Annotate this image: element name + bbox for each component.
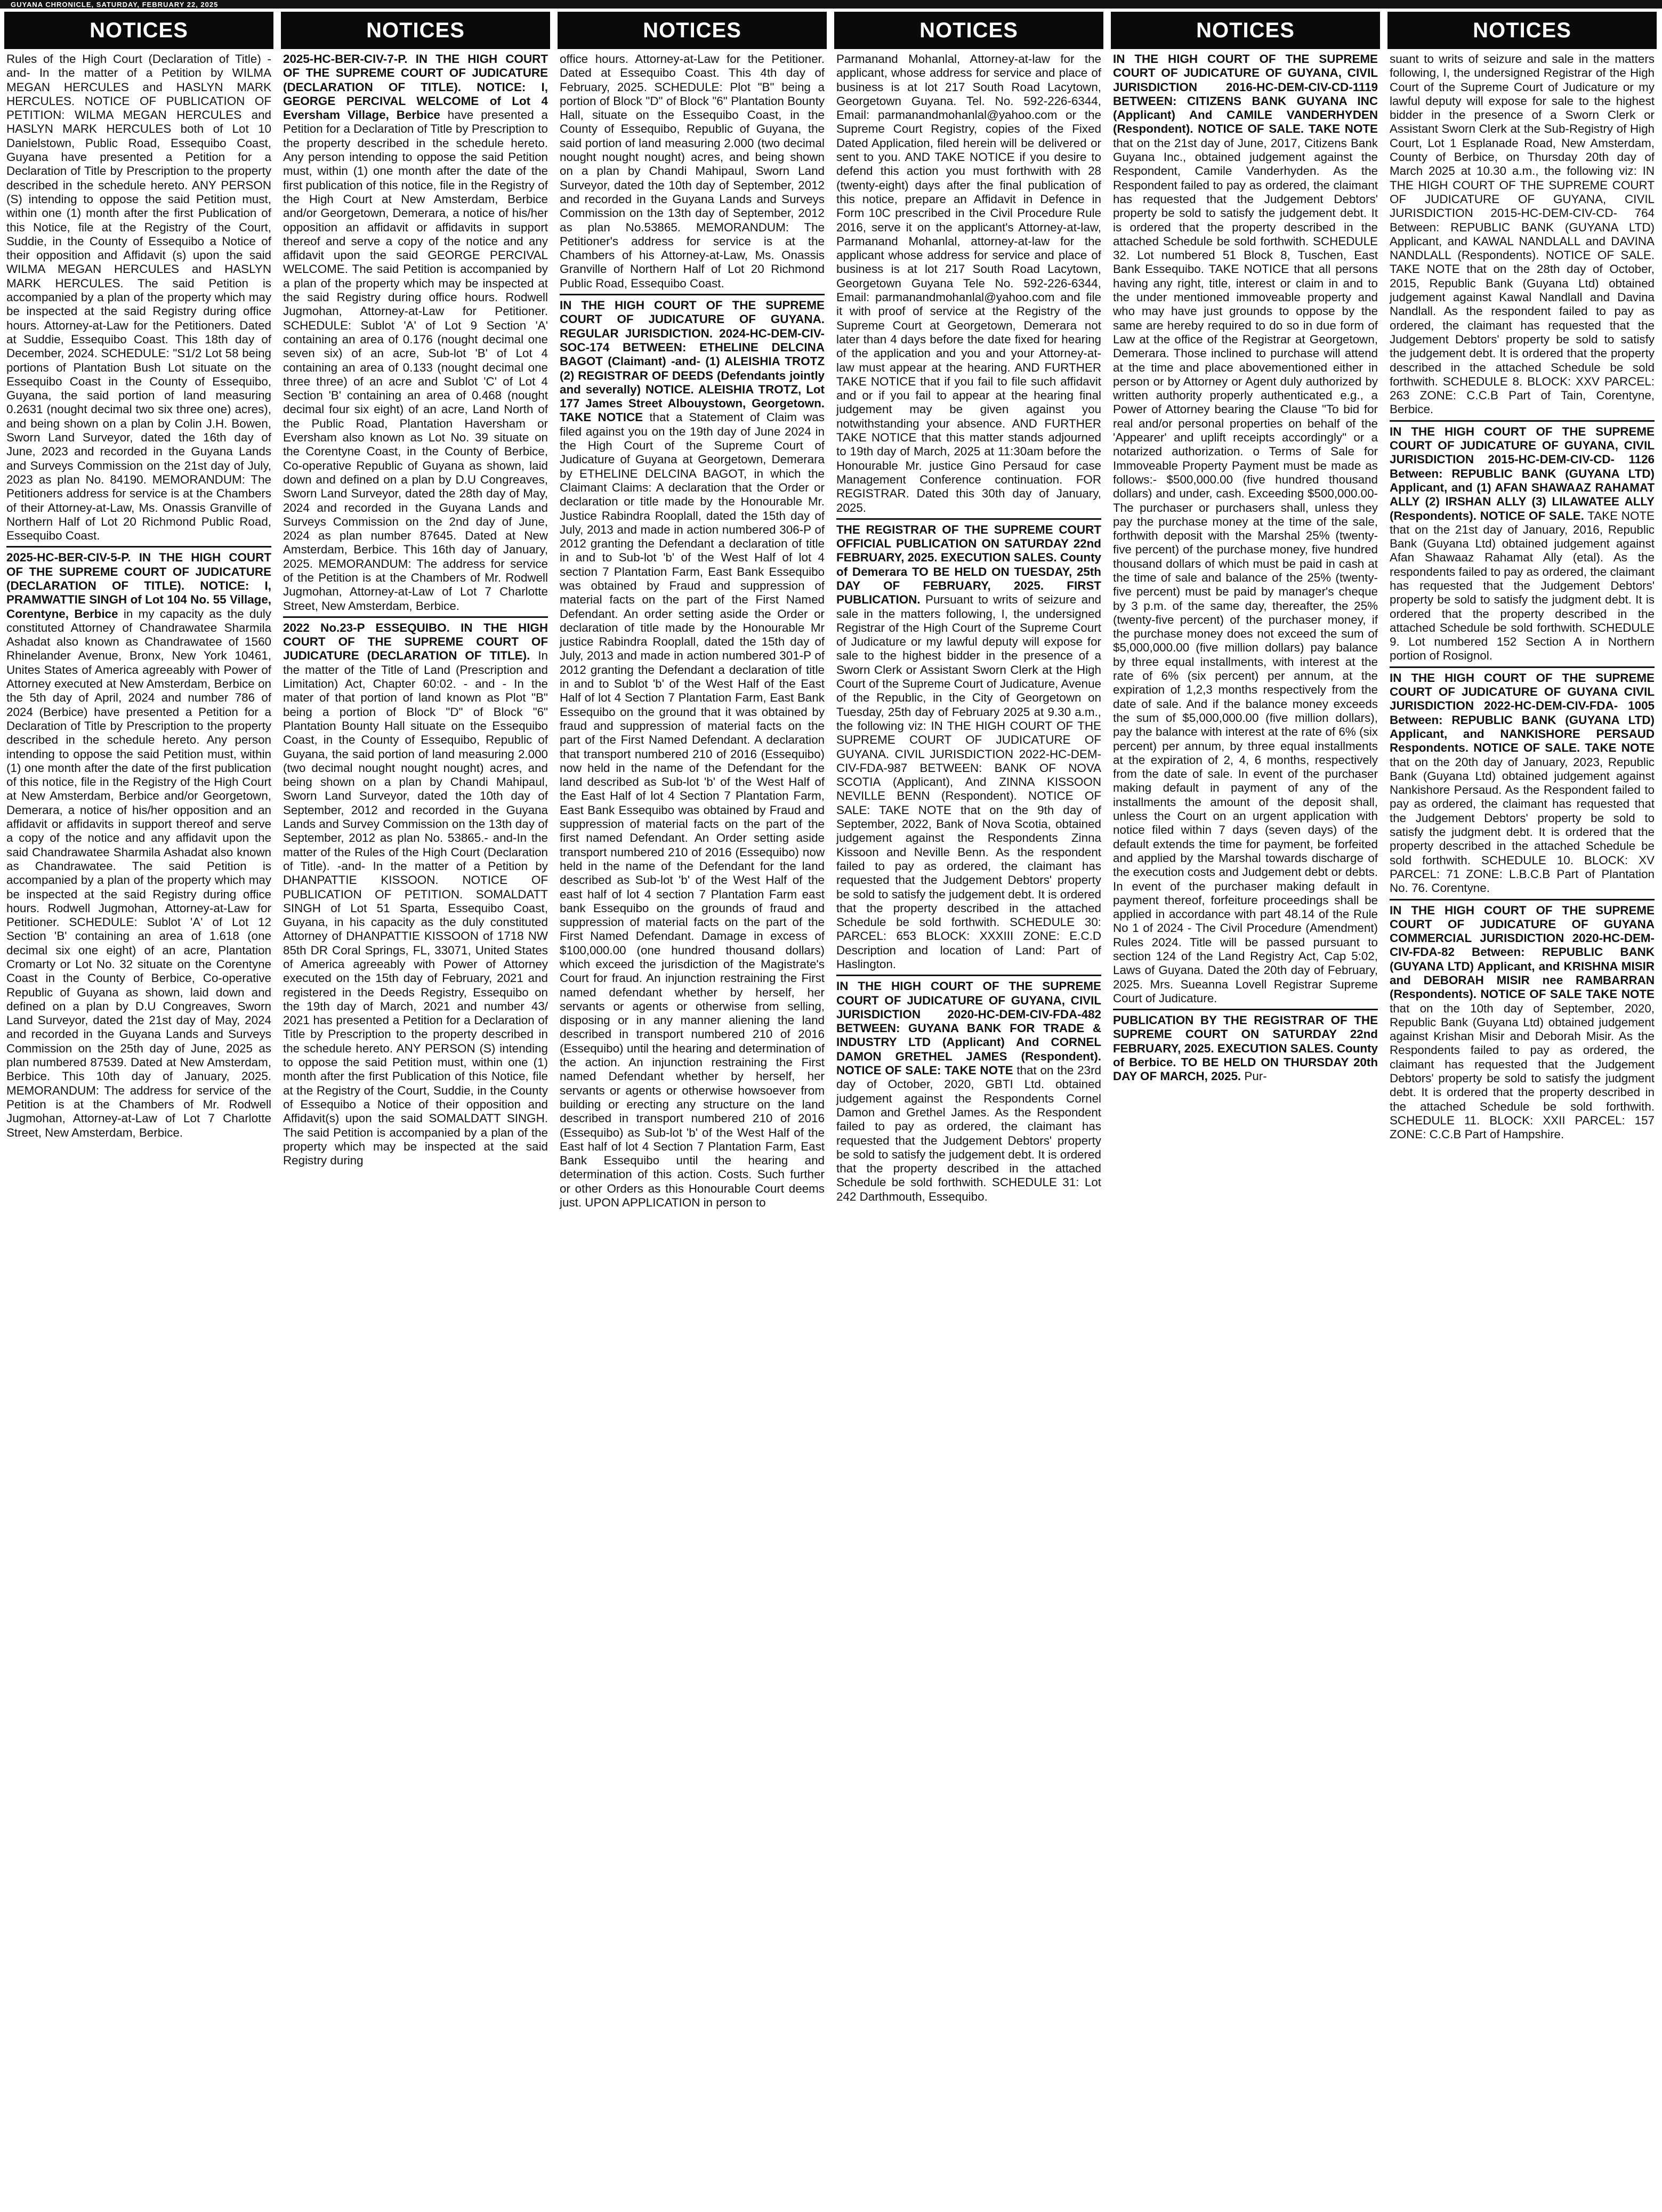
notice — [1390, 899, 1655, 1142]
notice-text: suant to writs of seizure and sale in the matters following, I, the undersigned Registrar of the High Court of the Supreme Court of Judicature or my lawful deputy will expose for sale to the highest bidder in the presence of a Sworn Clerk or Assistant Sworn Clerk at the Sub-Registry of High Court, Lot 1 Esplanade Road, New Amsterdam, County of Berbice, on Thursday 20th day of March 2025 at 10.30 a.m., the following viz: IN THE HIGH COURT OF THE SUPREME COURT OF JUDICATURE OF GUYANA, CIVIL JURISDICTION 2015-HC-DEM-CIV-CD- 764 Between: REPUBLIC BANK (GUYANA LTD) Applicant, and KAWAL NANDLALL and DAVINA NANDLALL (Respondents). NOTICE OF SALE. TAKE NOTE that on the 28th day of October, 2015, Republic Bank (Guyana Ltd) obtained judgement against Kawal Nandlall and Davina Nandlall. As the respondent failed to pay as ordered, the claimant has requested that the Judgement Debtors' property be sold to satisfy the judgement debt. It is ordered that the property described in the attached Schedule be sold forthwith. SCHEDULE 8. BLOCK: XXV PARCEL: 263 ZONE: C.C.B Part of Tain, Corentyne, Berbice. — [1390, 52, 1655, 416]
notices-column-3 — [558, 12, 827, 2206]
notices-column-1 — [4, 12, 273, 2206]
notice-text: office hours. Attorney-at-Law for the Petitioner. Dated at Essequibo Coast. This 4th day of February, 2025. SCHEDULE: Plot "B" being a portion of Block "D" of Block "6" Plantation Bounty Hall, situate on the Essequibo Coast, in the County of Essequibo, Republic of Guyana, the said portion of land measuring 2.000 (two decimal nought nought nought) acres, and being shown on a plan by Chandi Mahipaul, Sworn Land Surveyor, dated the 10th day of September, 2012 and recorded in the Guyana Lands and Surveys Commission on the 13th day of September, 2012 as plan No.53865. MEMORANDUM: The Petitioner's address for service is at the Chambers of his Attorney-at-Law, Ms. Onassis Granville of Northern Half of Lot 20 Richmond Public Road, Essequibo Coast. — [560, 52, 825, 290]
column-body — [1387, 52, 1657, 1142]
notice-title: IN THE HIGH COURT OF THE SUPREME COURT OF JUDICATURE OF GUYANA COMMERCIAL JURISDICTION 2020-HC-DEM-CIV-FDA-82 Between: REPUBLIC BANK (GUYANA LTD) Applicant, and KRISHNA MISIR and DEBORAH MISIR nee RAMBARRAN (Respondents). NOTICE OF SALE TAKE NOTE — [1390, 903, 1655, 1001]
notice-text: in my capacity as the duly constituted Attorney of Chandrawatee Sharmila Ashadat also known as Chandrawatee of 1560 Rhinelander Avenue, Bronx, New York 10461, Unites States of America agreeably with Power of Attorney executed at New Amsterdam, Berbice on the 5th day of April, 2024 and number 786 of 2024 (Berbice) have presented a Petition for a Declaration of Title by Prescription to the property described in the schedule hereto. Any person intending to oppose the said Petition must, within (1) one month after the date of the first publication of this notice, file in the Registry of the High Court at New Amsterdam, Berbice and/or Georgetown, Demerara, a notice of his/her opposition and an affidavit or affidavits in support thereof and serve a copy of the notice and any affidavit upon the said Chandrawatee Sharmila Ashadat also known as Chandrawatee. The said Petition is accompanied by a plan of the property which may be inspected at the said Registry during office hours. Rodwell Jugmohan, Attorney-at-Law for Petitioner. SCHEDULE: Sublot 'A' of Lot 12 Section 'B' containing an area of 1.618 (one decimal six one eight) of an acre, Plantation Cromarty or Lot No. 32 situate on the Corentyne Coast in the County of Berbice, Co-operative Republic of Guyana as shown, laid down and defined on a plan by D.U Congreaves, Sworn Land Surveyor, dated the 21st day of May, 2024 and recorded in the Guyana Lands and Surveys Commission on the 25th day of June, 2025 as plan numbered 87539. Dated at New Amsterdam, Berbice. This 10th day of January, 2025. MEMORANDUM: The address for service of the Petition is at the Chambers of Mr. Rodwell Jugmohan, Attorney-at-Law of Lot 7 Charlotte Street, New Amsterdam, Berbice. — [6, 607, 271, 1139]
notice — [560, 52, 825, 291]
notice-text: that on the 21st day of June, 2017, Citizens Bank Guyana Inc., obtained judgement against the Respondent, Camile Vanderhyden. As the Respondent failed to pay as ordered, the claimant has requested that the Judgement Debtors' property be sold to satisfy the judgement debt. It is ordered that the property described in the attached Schedule be sold forthwith. SCHEDULE 32. Lot numbered 51 Block 8, Tuschen, East Bank Essequibo. TAKE NOTICE that all persons having any right, title, interest or claim in and to the under mentioned immoveable property and who may have just grounds to oppose by the same are hereby required to do so in due form of Law at the office of the Registrar at Georgetown, Demerara. Those inclined to purchase will attend at the time and place abovementioned either in person or by Attorney or Agent duly authorized by written authority properly authenticated e.g., a Power of Attorney bearing the Clause "To bid for real and/or personal properties on behalf of the 'Appearer' and uplift receipts accordingly" or a notarized authorization. o Terms of Sale for Immoveable Property Payment must be made as follows:- $500,000.00 (five hundred thousand dollars) and under, cash. Exceeding $500,000.00- The purchaser or purchasers shall, unless they pay the purchase money at the time of the sale, forthwith deposit with the Marshal 25% (twenty-five percent) of the purchase money, five hundred thousand dollars of which must be paid in cash at the time of sale and balance of the 25% (twenty-five percent) must be paid by manager's cheque by 3 p.m. of the same day, thereafter, the 25% (twenty-five percent) of the purchaser money, if the purchase money does not exceed the sum of $5,000,000.00 (five million dollars) pay balance by three equal installments, with interest at the rate of 6% (six percent) per annum, at the expiration of 1,2,3 months respectively from the date of sale. And if the balance money exceeds the sum of $5,000,000.00 (five million dollars), pay the balance with interest at the rate of 6% (six percent) per annum, by three equal installments at the expiration of 2, 4, 6 months, respectively from the date of sale. In event of the purchaser making default in payment of any of the installments the amount of the deposit shall, unless the Court on an urgent application with notice filed within 7 days (seven days) of the default extends the time for payment, be forfeited and applied by the Marshal towards discharge of the execution costs and Judgement debt or debts. In event of the purchaser making default in payment thereof, forfeiture proceedings shall be applied in accordance with part 48.14 of the Rule No 1 of 2024 - The Civil Procedure (Amendment) Rules 2024. Title will be passed pursuant to section 124 of the Land Registry Act, Cap 5:02, Laws of Guyana. Dated the 20th day of February, 2025. Mrs. Sueanna Lovell Registrar Supreme Court of Judicature. — [1113, 136, 1378, 1005]
column-header: NOTICES — [558, 12, 827, 49]
notice-title: 2025-HC-BER-CIV-5-P. IN THE HIGH COURT OF THE SUPREME COURT OF JUDICATURE (DECLARATION OF TITLE). NOTICE: I, PRAMWATTIE SINGH of Lot 104 No. 55 Village, Corentyne, Berbice — [6, 551, 271, 621]
notice — [283, 52, 548, 613]
column-body — [558, 52, 827, 1210]
notice — [1390, 52, 1655, 417]
column-header: NOTICES — [4, 12, 273, 49]
column-body — [834, 52, 1103, 1204]
notice — [836, 518, 1101, 972]
notice-title: IN THE HIGH COURT OF THE SUPREME COURT OF JUDICATURE OF GUYANA CIVIL JURISDICTION 2022-HC-DEM-CIV-FDA- 1005 Between: REPUBLIC BANK (GUYANA LTD) Applicant, and NANKISHORE PERSAUD Respondents. NOTICE OF SALE. TAKE NOTE — [1390, 671, 1655, 755]
notice-title: 2022 No.23-P ESSEQUIBO. IN THE HIGH COURT OF THE SUPREME COURT OF JUDICATURE (DECLARATION OF TITLE). — [283, 621, 548, 663]
notice-title: IN THE HIGH COURT OF THE SUPREME COURT OF JUDICATURE OF GUYANA, CIVIL JURISDICTION 2020-HC-DEM-CIV-FDA-482 BETWEEN: GUYANA BANK FOR TRADE & INDUSTRY LTD (Applicant) And CORNEL DAMON GRETHEL JAMES (Respondent). NOTICE OF SALE: TAKE NOTE — [836, 979, 1101, 1077]
notice — [6, 52, 271, 543]
notice-text: Pursuant to writs of seizure and sale in the matters following, I, the undersigned Registrar of the High Court of the Supreme Court of Judicature or my lawful deputy will expose for sale to the highest bidder in the presence of a Sworn Clerk or Assistant Sworn Clerk at the High Court of the Supreme Court of Judicature, Avenue of the Republic, in the City of Georgetown on Tuesday, 25th day of February 2025 at 9.30 a.m., the following viz: IN THE HIGH COURT OF THE SUPREME COURT OF JUDICATURE OF GUYANA. CIVIL JURISDICTION 2022-HC-DEM-CIV-FDA-987 BETWEEN: BANK OF NOVA SCOTIA (Applicant), And ZINNA KISSOON NEVILLE BENN (Respondent). NOTICE OF SALE: TAKE NOTE that on the 9th day of September, 2022, Bank of Nova Scotia, obtained judgement against the Respondents Zinna Kissoon and Neville Benn. As the respondent failed to pay as ordered, the claimant has requested that the Judgement Debtors' property be sold to satisfy the judgement debt. It is ordered that the property described in the attached Schedule be sold forthwith. SCHEDULE 30: PARCEL: 653 BLOCK: XXXIII ZONE: E.C.D Description and location of Land: Part of Haslington. — [836, 593, 1101, 971]
notice-text: Parmanand Mohanlal, Attorney-at-law for the applicant, whose address for service and place of business is at lot 217 South Road Lacytown, Georgetown Guyana. Tel. No. 592-226-6344, Email: parmanandmohanlal@yahoo.com or the Supreme Court Registry, copies of the Fixed Dated Application, filed herein will be delivered or sent to you. AND TAKE NOTICE if you desire to defend this action you must forthwith with 28 (twenty-eight) days after the final publication of this notice, prepare an Affidavit in Defence in Form 10C prescribed in the Civil Procedure Rule 2016, serve it on the applicant's Attorney-at-law, Parmanand Mohanlal, attorney-at-law for the applicant whose address for service and place of business is at lot 217 South Road Lacytown, Georgetown Guyana Tele No. 592-226-6344, Email: parmanandmohanlal@yahoo.com and file it with proof of service at the Registry of the Supreme Court at Georgetown, Demerara not later than 4 days before the date fixed for hearing of the application and you and your Attorney-at-law must appear at the hearing. AND FURTHER TAKE NOTICE that if you fail to file such affidavit and or if you fail to appear at the hearing final judgement may be given against you notwithstanding your absence. AND FURTHER TAKE NOTICE that this matter stands adjourned to 19th day of March, 2025 at 11:30am before the Honourable Mr. justice Gino Persaud for case Management Conference continuation. FOR REGISTRAR. Dated this 30th day of January, 2025. — [836, 52, 1101, 514]
notices-column-4 — [834, 12, 1103, 2206]
notice — [1390, 666, 1655, 896]
notice — [836, 52, 1101, 515]
notice — [1113, 52, 1378, 1006]
column-header: NOTICES — [834, 12, 1103, 49]
notices-column-5 — [1111, 12, 1380, 2206]
notice-text: that on the 10th day of September, 2020, Republic Bank (Guyana Ltd) obtained judgement against Krishan Misir and Deborah Misir. As the Respondents failed to pay as ordered, the claimant has requested that the Judgement Debtors' property be sold to satisfy the judgment debt. It is ordered that the property described in the attached Schedule be sold forthwith. SCHEDULE 11. BLOCK: XXII PARCEL: 157 ZONE: C.C.B Part of Hampshire. — [1390, 1001, 1655, 1141]
masthead-text: GUYANA CHRONICLE, SATURDAY, FEBRUARY 22, 2025 — [11, 1, 219, 9]
notice — [560, 294, 825, 1210]
notices-column-2 — [281, 12, 550, 2206]
column-body — [281, 52, 550, 1168]
notices-columns — [4, 12, 1658, 2206]
notice-title: PUBLICATION BY THE REGISTRAR OF THE SUPREME COURT ON SATURDAY 22nd FEBRUARY, 2025. EXECUTION SALES. County of Berbice. TO BE HELD ON THURSDAY 20th DAY OF MARCH, 2025. — [1113, 1014, 1378, 1083]
column-body — [4, 52, 273, 1140]
notice-title: 2025-HC-BER-CIV-7-P. IN THE HIGH COURT OF THE SUPREME COURT OF JUDICATURE (DECLARATION OF TITLE). NOTICE: I, GEORGE PERCIVAL WELCOME of Lot 4 Eversham Village, Berbice — [283, 52, 548, 122]
notice-text: In the matter of the Title of Land (Prescription and Limitation) Act, Chapter 60:02. - and - In the mater of that portion of land known as Plot "B" being a portion of Block "D" of Block "6" Plantation Bounty Hall situate on the Essequibo Coast, in the County of Essequibo, Republic of Guyana, the said portion of land measuring 2.000 (two decimal nought nought nought) acres, and being shown on a plan by Chandi Mahipaul, Sworn Land Surveyor, dated the 10th day of September, 2012 and recorded in the Guyana Lands and Survey Commission on the 13th day of September, 2012 as plan No. 53865.- and-In the matter of the Rules of the High Court (Declaration of Title). -and- In the matter of a Petition by DHANPATTIE KISSOON. NOTICE OF PUBLICATION OF PETITION. SOMALDATT SINGH of Lot 51 Sparta, Essequibo Coast, Guyana, in his capacity as the duly constituted Attorney of DHANPATTIE KISSOON of 1718 NW 85th DR Coral Springs, FL, 33071, United States of America agreeably with Power of Attorney executed on the 15th day of February, 2021 and registered in the Deeds Registry, Essequibo on the 19th day of March, 2021 and number 43/ 2021 has presented a Petition for a Declaration of Title by Prescription to the property described in the schedule hereto. ANY PERSON (S) intending to oppose the said Petition must, within one (1) month after the first Publication of this Notice, file at the Registry of the Court, Suddie, in the County of Essequibo a Notice of their opposition and Affidavit(s) upon the said SOMALDATT SINGH. The said Petition is accompanied by a plan of the property which may be inspected at the said Registry during — [283, 649, 548, 1168]
notice — [1390, 420, 1655, 663]
notice-text: TAKE NOTE that on the 21st day of January, 2016, Republic Bank (Guyana Ltd) obtained judgement against Afan Shawaaz Rahamat Ally (etal). As the respondents failed to pay as ordered, the claimant has requested that the Judgement Debtors' property be sold to satisfy the judgment debt. It is ordered that the property described in the attached Schedule be sold forthwith. SCHEDULE 9. Lot numbered 152 Section A in Northern portion of Rosignol. — [1390, 509, 1655, 663]
notice-text: that on the 20th day of January, 2023, Republic Bank (Guyana Ltd) obtained judgement against Nankishore Persaud. As the Respondent failed to pay as ordered, the claimant has requested that the Judgement Debtors' property be sold to satisfy the judgment debt. It is ordered that the property described in the attached Schedule be sold forthwith. SCHEDULE 10. BLOCK: XV PARCEL: 71 ZONE: L.B.C.B Part of Plantation No. 76. Corentyne. — [1390, 755, 1655, 895]
notice-title: IN THE HIGH COURT OF THE SUPREME COURT OF JUDICATURE OF GUYANA. REGULAR JURISDICTION. 2024-HC-DEM-CIV-SOC-174 BETWEEN: ETHELINE DELCINA BAGOT (Claimant) -and- (1) ALEISHIA TROTZ (2) REGISTRAR OF DEEDS (Defendants jointly and severally) NOTICE. ALEISHIA TROTZ, Lot 177 James Street Albouystown, Georgetown. TAKE NOTICE — [560, 299, 825, 424]
notice-text: have presented a Petition for a Declaration of Title by Prescription to the property described in the schedule hereto. Any person intending to oppose the said Petition must, within (1) one month after the date of the first publication of this notice, file in the Registry of the High Court at New Amsterdam, Berbice and/or Georgetown, Demerara, a notice of his/her opposition an affidavit or affidavits in support thereof and serve a copy of the notice and any affidavit upon the said GEORGE PERCIVAL WELCOME. The said Petition is accompanied by a plan of the property which may be inspected at the said Registry during office hours. Rodwell Jugmohan, Attorney-at-Law for Petitioner. SCHEDULE: Sublot 'A' of Lot 9 Section 'A' containing an area of 0.176 (nought decimal one seven six) of an acre, Sub-lot 'B' of Lot 4 containing an area of 0.133 (nought decimal one three three) of an acre and Sublot 'C' of Lot 4 Section 'B' containing an area of 0.468 (nought decimal four six eight) of an acre, Land North of the Public Road, Plantation Haversham or Eversham also known as Lot No. 39 situate on the Corentyne Coast, in the County of Berbice, Co-operative Republic of Guyana as shown, laid down and defined on a plan by D.U Congreaves, Sworn Land Surveyor, dated the 28th day of May, 2024 and recorded in the Guyana Lands and Surveys Commission on the 2nd day of June, 2024 as plan number 87645. Dated at New Amsterdam, Berbice. This 16th day of January, 2025. MEMORANDUM: The address for service of the Petition is at the Chambers of Mr. Rodwell Jugmohan, Attorney-at-Law of Lot 7 Charlotte Street, New Amsterdam, Berbice. — [283, 108, 548, 613]
column-header: NOTICES — [1387, 12, 1657, 49]
column-header: NOTICES — [1111, 12, 1380, 49]
notice-text: that on the 23rd day of October, 2020, GBTI Ltd. obtained judgement against the Respondents Cornel Damon and Grethel James. As the Respondent failed to pay as ordered, the claimant has requested that the Judgement Debtors' property be sold to satisfy the judgement debt. It is ordered that the property described in the attached Schedule be sold forthwith. SCHEDULE 31: Lot 242 Darthmouth, Essequibo. — [836, 1064, 1101, 1203]
notices-column-6 — [1387, 12, 1657, 2206]
notice — [6, 546, 271, 1139]
notice — [283, 616, 548, 1168]
notice-text: that a Statement of Claim was filed against you on the 19th day of June 2024 in the High Court of the Supreme Court of Judicature of Guyana at Georgetown, Demerara by ETHELINE DELCINA BAGOT, in which the Claimant Claims: A declaration that the Order or declaration or title made by the Honourable Mr. Justice Rabindra Rooplall, dated the 15th day of July, 2013 and made in action numbered 306-P of 2012 granting the Defendant a declaration of title in and to Sub-lot 'b' of the West Half of lot 4 section 7 Plantation Farm, East Bank Essequibo was obtained by Fraud and suppression of material facts on the part of the First Named Defendant. An order setting aside the Order or declaration of title made by the Honourable Mr justice Rabindra Rooplall, dated the 15th day of July, 2013 and made in action numbered 301-P of 2012 granting the Defendant a declaration of title in and to Sublot 'b' of the West Half of the East Half of lot 4 Section 7 Plantation Farm, East Bank Essequibo on the ground that it was obtained by fraud and suppression of material facts on the part of the First Named Defendant. A declaration that transport numbered 210 of 2016 (Essequibo) now held in the name of the Defendant for the land described as Sub-lot 'b' of the West Half of the East Half of lot 4 Section 7 Plantation Farm, East Bank Essequibo was obtained by Fraud and suppression of material facts on the part of the first named Defendant. An Order setting aside transport numbered 210 of 2016 (Essequibo) now held in the name of the Defendant for the land described as Sub-lot 'b' of the West Half of the east half of lot 4 section 7 Plantation Farm east bank Essequibo on the grounds of fraud and suppression of material facts on the part of the First Named Defendant. Damage in excess of $100,000.00 (one hundred thousand dollars) which exceed the jurisdiction of the Magistrate's Court for fraud. An injunction restraining the First named defendant whether by herself, her servants or agents or otherwise from selling, disposing or in any manner aliening the land described in transport numbered 210 of 2016 (Essequibo) until the hearing and determination of the action. An injunction restraining the First named Defendant whether by herself, her servants or agents or otherwise howsoever from building or erecting any structure on the land described in transport numbered 210 of 2016 (Essequibo) as Sub-lot 'b' of the West Half of the East half of lot 4 Section 7 Plantation Farm, East Bank Essequibo until the hearing and determination of this action. Costs. Such further or other Orders as this Honourable Court deems just. UPON APPLICATION in person to — [560, 411, 825, 1210]
notice — [836, 975, 1101, 1204]
notice-text: Rules of the High Court (Declaration of Title) -and- In the matter of a Petition by WILMA MEGAN HERCULES and HASLYN MARK HERCULES. NOTICE OF PUBLICATION OF PETITION: WILMA MEGAN HERCULES and HASLYN MARK HERCULES both of Lot 10 Danielstown, Public Road, Essequibo Coast, Guyana have presented a Petition for a Declaration of Title by Prescription to the property described in the schedule hereto. ANY PERSON (S) intending to oppose the said Petition must, within one (1) month after the first Publication of this Notice, file at the Registry of the Court, Suddie, in the County of Essequibo a Notice of their opposition and Affidavit (s) upon the said WILMA MEGAN HERCULES and HASLYN MARK HERCULES. The said Petition is accompanied by a plan of the property which may be inspected at the said Registry during office hours. Attorney-at-Law for the Petitioners. Dated at Suddie, Essequibo Coast. This 18th day of December, 2024. SCHEDULE: "S1/2 Lot 58 being portions of Plantation Bush Lot situate on the Essequibo Coast in the County of Essequibo, Guyana, the said portion of land measuring 0.2631 (nought decimal two six three one) acres), and being shown on a plan by Colin J.H. Bowen, Sworn Land Surveyor, dated the 16th day of June, 2023 and recorded in the Guyana Lands and Surveys Commission on the 21st day of July, 2023 as plan No. 84190. MEMORANDUM: The Petitioners address for service is at the Chambers of their Attorney-at-Law, Ms. Onassis Granville of Northern Half of Lot 20 Richmond Public Road, Essequibo Coast. — [6, 52, 271, 543]
column-header: NOTICES — [281, 12, 550, 49]
notice-title: IN THE HIGH COURT OF THE SUPREME COURT OF JUDICATURE OF GUYANA, CIVIL JURISDICTION 2016-HC-DEM-CIV-CD-1119 BETWEEN: CITIZENS BANK GUYANA INC (Applicant) And CAMILE VANDERHYDEN (Respondent). NOTICE OF SALE. TAKE NOTE — [1113, 52, 1378, 136]
notice-title: IN THE HIGH COURT OF THE SUPREME COURT OF JUDICATURE OF GUYANA, CIVIL JURISDICTION 2015-HC-DEM-CIV-CD- 1126 Between: REPUBLIC BANK (GUYANA LTD) Applicant, and (1) AFAN SHAWAAZ RAHAMAT ALLY (2) IRSHAN ALLY (3) LILAWATEE ALLY (Respondents). NOTICE OF SALE. — [1390, 424, 1655, 522]
masthead-strip — [0, 0, 1662, 9]
notice-text: Pur- — [1244, 1069, 1267, 1083]
notice — [1113, 1009, 1378, 1083]
notice-title: THE REGISTRAR OF THE SUPREME COURT OFFICIAL PUBLICATION ON SATURDAY 22nd FEBRUARY, 2025. EXECUTION SALES. County of Demerara TO BE HELD ON TUESDAY, 25th DAY OF FEBRUARY, 2025. FIRST PUBLICATION. — [836, 522, 1101, 607]
column-body — [1111, 52, 1380, 1084]
